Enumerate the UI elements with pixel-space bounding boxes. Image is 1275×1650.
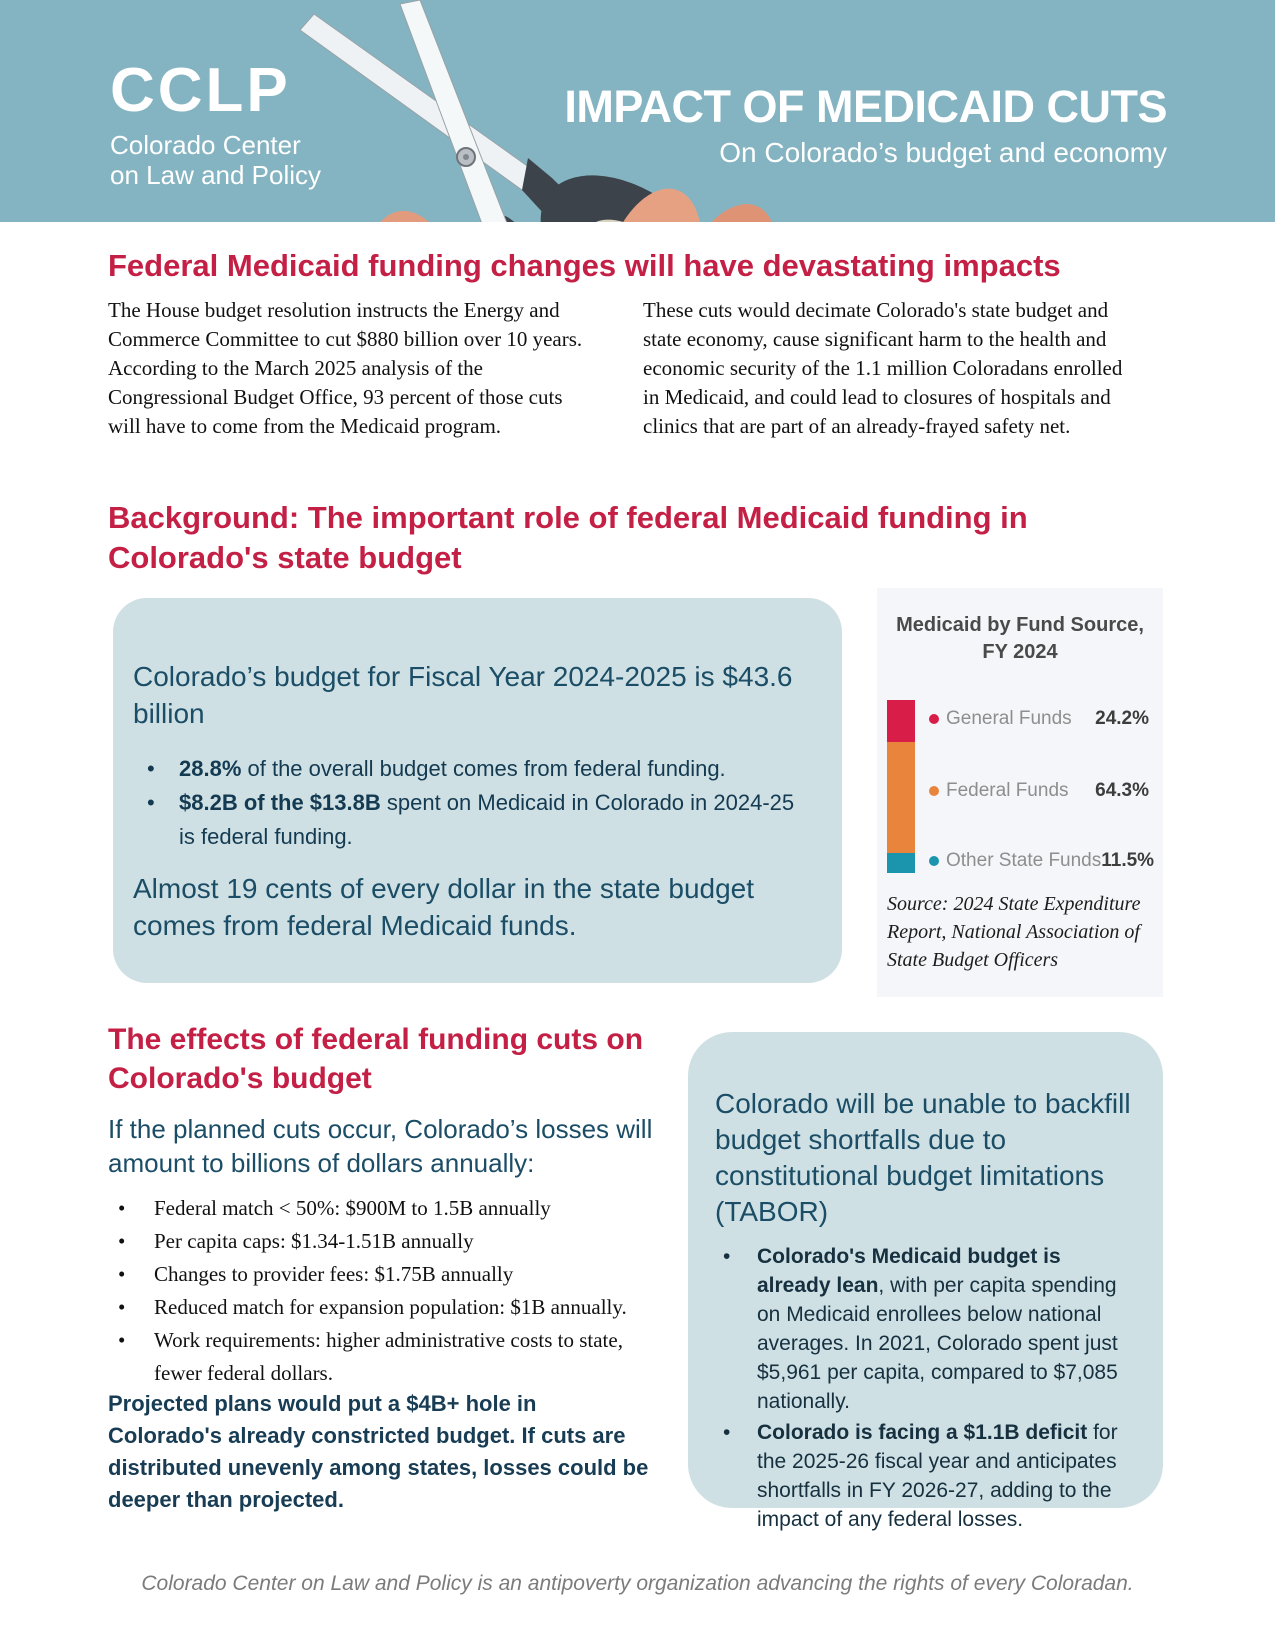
bullet-text: spent on Medicaid in Colorado in 2024-25 is federal funding. xyxy=(179,790,795,849)
legend-label: Other State Funds xyxy=(946,850,1102,871)
bullet-bold-text: 28.8% xyxy=(179,756,242,781)
section-heading-effects: The effects of federal funding cuts on Colorado's budget xyxy=(108,1023,644,1095)
effects-subheading: If the planned cuts occur, Colorado’s losses will amount to billions of dollars annually: xyxy=(108,1114,653,1178)
footer-text: Colorado Center on Law and Policy is an antipoverty organization advancing the rights of every Coloradan. xyxy=(141,1572,1134,1595)
bullet-text: , with per capita spending on Medicaid enrollees below national averages. In 2021, Colorado spent just $5,961 per capita, compared to $7,085 nationally. xyxy=(757,1274,1118,1413)
effects-bullet-list xyxy=(108,1192,668,1390)
logo-tagline-line1: Colorado Center xyxy=(110,130,301,160)
legend-label: General Funds xyxy=(946,708,1072,729)
chart-source-note: Source: 2024 State Expenditure Report, National Association of State Budget Officers xyxy=(887,893,1141,971)
intro-paragraph-right: These cuts would decimate Colorado's state budget and state economy, cause significant harm to the health and economic security of the 1.1 million Coloradans enrolled in Medicaid, and could lead to closures of hospitals and clinics that are part of an already-frayed safety net. xyxy=(643,298,1123,438)
page-title: IMPACT OF MEDICAID CUTS xyxy=(564,81,1167,132)
bullet-item xyxy=(133,786,798,854)
chart-legend xyxy=(929,700,1155,875)
bullet-item xyxy=(108,1192,668,1225)
chart-medicaid-fund-source xyxy=(877,588,1163,997)
legend-row-other-state-funds xyxy=(929,850,1155,872)
bullet-item xyxy=(108,1291,668,1324)
stacked-bar xyxy=(887,700,915,873)
bullet-bold-text: Colorado's Medicaid budget is already lean xyxy=(757,1245,1061,1297)
cclp-wordmark: CCLP xyxy=(110,56,291,125)
bullet-text: Per capita caps: $1.34-1.51B annually xyxy=(154,1229,474,1253)
logo-tagline-line2: on Law and Policy xyxy=(110,159,322,190)
bullet-item xyxy=(133,752,798,786)
bullet-text: of the overall budget comes from federal funding. xyxy=(241,756,726,781)
hero-title-block xyxy=(564,81,1167,168)
legend-label: Federal Funds xyxy=(946,780,1069,801)
stacked-bar-chart xyxy=(887,700,1155,875)
bullet-text: Federal match < 50%: $900M to 1.5B annually xyxy=(154,1196,551,1220)
budget-callout-box xyxy=(113,598,842,983)
intro-paragraph-left: The House budget resolution instructs the Energy and Commerce Committee to cut $880 billion over 10 years. According to the March 2025 analysis of the Congressional Budget Office, 93 percent of those cuts will have to come from the Medicaid program. xyxy=(108,298,583,438)
intro-columns xyxy=(108,296,1170,441)
bullet-text: Work requirements: higher administrative costs to state, fewer federal dollars. xyxy=(154,1328,623,1385)
budget-box-heading: Colorado’s budget for Fiscal Year 2024-2025 is $43.6 billion xyxy=(133,661,793,729)
bullet-item xyxy=(715,1418,1133,1534)
legend-row-general-funds xyxy=(929,708,1149,730)
legend-dot-general-funds xyxy=(929,714,939,724)
header-banner xyxy=(0,0,1275,222)
section-heading-background: Background: The important role of federal Medicaid funding in Colorado's state budget xyxy=(108,500,1028,575)
bullet-item xyxy=(108,1258,668,1291)
effects-emphasis-paragraph: Projected plans would put a $4B+ hole in Colorado's already constricted budget. If cuts are distributed unevenly among states, losses could be deeper than projected. xyxy=(108,1391,649,1512)
cclp-logo xyxy=(110,56,322,191)
budget-box-bullet-list xyxy=(133,752,798,854)
section-heading-impacts: Federal Medicaid funding changes will have devastating impacts xyxy=(108,248,1061,283)
bullet-item xyxy=(108,1225,668,1258)
bullet-bold-text: $8.2B of the $13.8B xyxy=(179,790,381,815)
tabor-bullet-list xyxy=(715,1242,1133,1534)
bullet-text: for the 2025-26 fiscal year and anticipates shortfalls in FY 2026-27, adding to the impact of any federal losses. xyxy=(757,1421,1118,1531)
bullet-bold-text: Colorado is facing a $1.1B deficit xyxy=(757,1421,1088,1444)
legend-dot-federal-funds xyxy=(929,786,939,796)
budget-box-closing: Almost 19 cents of every dollar in the state budget comes from federal Medicaid funds. xyxy=(133,873,755,941)
page-subtitle: On Colorado’s budget and economy xyxy=(719,137,1167,168)
chart-title: Medicaid by Fund Source, FY 2024 xyxy=(896,614,1144,663)
legend-value: 24.2% xyxy=(1095,708,1149,729)
bullet-text: Reduced match for expansion population: $1B annually. xyxy=(154,1295,627,1319)
bar-segment-federal-funds xyxy=(887,742,915,853)
bar-segment-other-state-funds xyxy=(887,853,915,873)
legend-value: 64.3% xyxy=(1095,780,1149,801)
logo-tagline xyxy=(110,131,321,191)
legend-dot-other-state-funds xyxy=(929,856,939,866)
bar-segment-general-funds xyxy=(887,700,915,742)
legend-value: 11.5% xyxy=(1101,850,1155,871)
legend-row-federal-funds xyxy=(929,780,1149,802)
tabor-box-heading: Colorado will be unable to backfill budget shortfalls due to constitutional budget limitations (TABOR) xyxy=(715,1088,1131,1227)
bullet-item xyxy=(715,1242,1133,1416)
tabor-callout-box xyxy=(688,1032,1163,1531)
bullet-text: Changes to provider fees: $1.75B annually xyxy=(154,1262,514,1286)
bullet-item xyxy=(108,1324,668,1390)
